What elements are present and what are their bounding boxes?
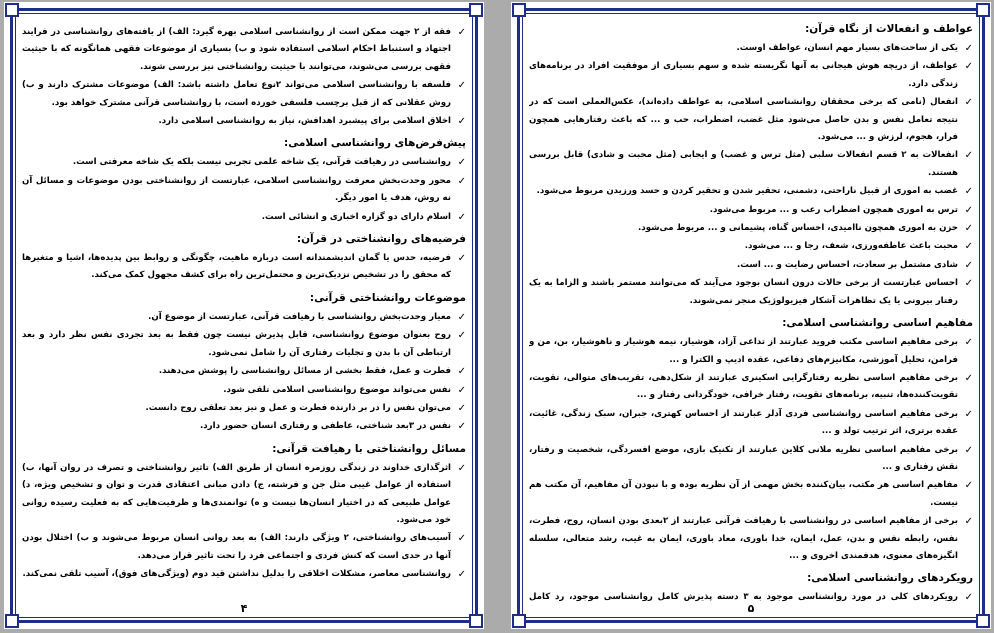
checkmark-icon: ✓ (964, 408, 973, 420)
section-heading: مفاهیم اساسی روانشناسی اسلامی: (782, 317, 973, 330)
bullet-list (529, 40, 973, 310)
list-item (529, 220, 973, 237)
list-item (529, 257, 973, 274)
list-item-text: محور وحدت‌بخش معرفت روانشناسی اسلامی، عبارتست از روانشناختی بودن موضوعات و مسائل آن نه روش، هدف یا امور دیگر. (22, 175, 451, 204)
checkmark-icon: ✓ (964, 61, 973, 73)
list-item-text: احساس عبارتست از برخی حالات درون انسان بوجود می‌آیند که می‌توانند مستمر باشند و الزاما به یک رفتار بیرونی یا یک تظاهرات آشکار فیزیولوژیک منجر نمی‌شوند. (529, 278, 958, 306)
list-item (22, 382, 466, 399)
section-heading: عواطف و انفعالات از نگاه قرآن: (805, 23, 973, 35)
list-item (22, 154, 466, 171)
checkmark-icon: ✓ (964, 186, 973, 198)
list-item (529, 238, 973, 255)
page-content (529, 22, 973, 603)
checkmark-icon: ✓ (964, 259, 973, 271)
bullet-list (22, 154, 466, 226)
checkmark-icon: ✓ (457, 402, 466, 414)
list-item-text: نفس در ۳بعد شناختی، عاطفی و رفتاری انسان حضور دارد. (200, 421, 451, 432)
section-heading: فرضیه‌های روانشناختی در قرآن: (296, 233, 466, 246)
bullet-list (22, 24, 466, 130)
checkmark-icon: ✓ (457, 175, 466, 187)
list-item (22, 530, 466, 565)
list-item (529, 94, 973, 146)
list-item-text: آسیب‌های روانشناختی، ۲ ویژگی دارند: الف) به بعد روانی انسان مربوط می‌شوند و ب) اختلال بودن آنها در حدی است که کنش فردی و اجتماعی فرد را تحت تاثیر قرار می‌دهد. (22, 533, 451, 561)
checkmark-icon: ✓ (964, 241, 973, 253)
checkmark-icon: ✓ (964, 97, 973, 109)
bullet-list (22, 309, 466, 436)
bullet-list (22, 460, 466, 584)
list-item-text: اخلاق اسلامی برای پیشبرد اهدافش، نیاز به روانشناسی اسلامی دارد. (158, 116, 451, 127)
section-heading: موضوعات روانشناختی قرآنی: (309, 291, 466, 304)
list-item-text: فقه از ۲ جهت ممکن است از روانشناسی اسلامی بهره گیرد: الف) از یافته‌های روانشناسی در فرایند اجتهاد و استنباط احکام اسلامی استفاده شود و ب) بسیاری از موضوعات فقهی همانگونه که با حیثیت فقهی بررسی می‌شوند، می‌توانند با حیثیت روانشناختی نیز بررسی شوند. (22, 27, 451, 72)
checkmark-icon: ✓ (457, 211, 466, 223)
list-item-text: عواطف، از دریچه هوش هیجانی به آنها نگریسته شده و سهم بسیاری از موفقیت افراد در برنامه‌های زندگی دارد. (529, 61, 958, 89)
checkmark-icon: ✓ (964, 516, 973, 528)
checkmark-icon: ✓ (964, 43, 973, 54)
list-item (22, 24, 466, 76)
section (22, 291, 466, 436)
section (22, 442, 466, 584)
list-item-text: محبت باعث عاطفه‌ورزی، شعف، رجا و ... می‌شود. (744, 241, 958, 252)
list-item (22, 460, 466, 530)
section (22, 24, 466, 130)
checkmark-icon: ✓ (457, 462, 466, 474)
list-item-text: فرضیه، حدس یا گمان اندیشمندانه است درباره ماهیت، چگونگی و روابط بین پدیده‌ها، اشیا و متغیرها که محقق را در تشخیص نزدیک‌ترین و محتمل‌ترین راه برای کشف مجهول کمک می‌کند. (22, 253, 451, 281)
checkmark-icon: ✓ (457, 27, 466, 38)
bullet-list (529, 589, 973, 603)
list-item (529, 334, 973, 369)
list-item (22, 209, 466, 226)
section (529, 22, 973, 310)
border-corner (512, 614, 526, 628)
bullet-list (22, 250, 466, 285)
border-corner (976, 614, 990, 628)
border-corner (5, 3, 19, 17)
list-item-text: شادی مشتمل بر سعادت، احساس رضایت و ... است. (737, 259, 958, 270)
checkmark-icon: ✓ (457, 311, 466, 323)
checkmark-icon: ✓ (964, 337, 973, 349)
list-item-text: حزن به اموری همچون ناامیدی، احساس گناه، پشیمانی و ... مربوط می‌شود. (638, 223, 958, 234)
list-item-text: روانشناسی معاصر، مشکلات اخلاقی را بدلیل نداشتن قید دوم (ویژگی‌های فوق)، آسیب تلقی نمی‌کند. (22, 569, 451, 580)
checkmark-icon: ✓ (964, 444, 973, 456)
page-number: ۴ (240, 602, 248, 615)
list-item (22, 173, 466, 208)
list-item (22, 363, 466, 380)
list-item-text: فطرت و عمل، فقط بخشی از مسائل روانشناسی را پوشش می‌دهند. (158, 366, 451, 377)
list-item-text: یکی از ساحت‌های بسیار مهم انسان، عواطف اوست. (736, 43, 958, 53)
page-number: ۵ (747, 602, 755, 615)
section-heading: پیش‌فرض‌های روانشناسی اسلامی: (284, 137, 466, 150)
list-item (529, 513, 973, 565)
section (22, 232, 466, 285)
checkmark-icon: ✓ (457, 330, 466, 342)
page-content (22, 24, 466, 603)
checkmark-icon: ✓ (457, 157, 466, 169)
list-item-text: فلسفه با روانشناسی اسلامی می‌تواند ۲نوع تعامل داشته باشد: الف) موضوعات مشترک دارند و ب) روش عقلانی که از قبل برچسب فلسفی خورده است، با روانشناسی قرآنی مشترک خواهد بود. (22, 80, 451, 108)
list-item-text: برخی مفاهیم اساسی نظریه ملانی کلاین عبارتند از تکنیک بازی، موضع افسردگی، شخصیت و رفتار، نقش رفتاری و ... (529, 444, 958, 472)
list-item (529, 147, 973, 182)
list-item-text: برخی از مفاهیم اساسی در روانشناسی با رهیافت قرآنی عبارتند از ۲بعدی بودن انسان، روح، فطرت، نفس، رابطه نفس و بدن، عمل، ایمان، خدا باوری، معاد باوری، ایمان به غیب، رشد متعالی، سلسله انگیزه‌های معنوی، هدفمندی اخروی و ... (529, 516, 958, 561)
bullet-list (529, 334, 973, 565)
list-item-text: برخی مفاهیم اساسی مکتب فروید عبارتند از تداعی آزاد، هوشیار، نیمه هوشیار و ناهوشیار، بن، من و فرامن، تحلیل آموزشی، مکانیزم‌های دفاعی، عقده ادیپ و الکترا و ... (529, 337, 958, 365)
list-item (529, 40, 973, 57)
list-item-text: می‌توان نفس را در بر دارنده فطرت و عمل و نیز بعد تعلقی روح دانست. (145, 402, 451, 413)
list-item (22, 400, 466, 417)
section-heading: رویکردهای روانشناسی اسلامی: (807, 572, 973, 585)
list-item-text: انفعالات به ۲ قسم انفعالات سلبی (مثل ترس و غضب) و ایجابی (مثل محبت و شادی) قابل بررسی هستند. (529, 150, 958, 178)
section-heading: مسائل روانشناختی با رهیافت قرآنی: (272, 442, 466, 455)
section (529, 571, 973, 603)
list-item-text: معیار وحدت‌بخش روانشناسی با رهیافت قرآنی، عبارتست از موضوع آن. (148, 311, 451, 322)
list-item (529, 202, 973, 219)
checkmark-icon: ✓ (964, 592, 973, 603)
page-right (511, 2, 991, 629)
list-item (529, 183, 973, 200)
list-item-text: غضب به اموری از قبیل ناراحتی، دشمنی، تحقیر شدن و تحقیر کردن و حسد ورزیدن مربوط می‌شود. (536, 186, 958, 197)
list-item-text: انفعال (نامی که برخی محققان روانشناسی اسلامی، به عواطف داده‌اند)، عکس‌العملی است که در نتیجه تعامل نفس و بدن حاصل می‌شود مثل غضب، اضطراب، حب و ... که باعث رفتارهایی همچون فرار، هجوم، لرزش و ... می‌شود. (529, 97, 958, 143)
checkmark-icon: ✓ (457, 80, 466, 92)
list-item (22, 418, 466, 435)
list-item (529, 370, 973, 405)
checkmark-icon: ✓ (457, 421, 466, 433)
list-item-text: اسلام دارای دو گزاره اخباری و انشائی است. (261, 211, 451, 222)
border-corner (469, 614, 483, 628)
border-corner (5, 614, 19, 628)
list-item-text: برخی مفاهیم اساسی روانشناسی فردی آدلر عبارتند از احساس کهتری، جبران، سبک زندگی، غائیت، عقده برتری، اثر ترتیب تولد و ... (529, 408, 958, 437)
list-item (529, 477, 973, 512)
border-corner (469, 3, 483, 17)
list-item-text: رویکردهای کلی در مورد روانشناسی موجود به ۳ دسته پذیرش کامل روانشناسی موجود، رد کامل (529, 592, 958, 603)
list-item-text: برخی مفاهیم اساسی نظریه رفتارگرایی اسکینری عبارتند از شکل‌دهی، تقریب‌های متوالی، تقویت، تقویت‌کننده‌ها، تنبیه، برنامه‌های تقویت، رفتار خرافی، خودگردانی رفتار و ... (529, 372, 958, 401)
list-item-text: اثرگذاری خداوند در زندگی روزمره انسان از طریق الف) تاثیر روانشناختی و تصرف در روان آنها، ب) استفاده از عوامل غیبی مثل جن و فرشته، ج) دادن مبانی اعتقادی قدرت و توان و تشخیص ویژه، د) عوامل طبیعی که در اختیار انسان‌ها نیست و ه) توانمندی‌ها و ظرفیت‌هایی که به فعلیت رسیده روانی خود می‌شود. (22, 462, 451, 525)
border-corner (976, 3, 990, 17)
list-item-text: نفس می‌تواند موضوع روانشناسی اسلامی تلقی شود. (223, 384, 451, 395)
list-item-text: روانشناسی در رهیافت قرآنی، یک شاخه علمی تجربی نیست بلکه یک شاخه معرفتی است. (72, 157, 451, 168)
list-item (22, 309, 466, 326)
list-item (22, 77, 466, 112)
checkmark-icon: ✓ (457, 116, 466, 128)
list-item (22, 113, 466, 130)
list-item (529, 275, 973, 310)
checkmark-icon: ✓ (457, 533, 466, 545)
checkmark-icon: ✓ (457, 253, 466, 265)
list-item-text: ترس به اموری همچون اضطراب رعب و ... مربوط می‌شود. (709, 204, 958, 215)
list-item (22, 327, 466, 362)
checkmark-icon: ✓ (964, 278, 973, 290)
checkmark-icon: ✓ (964, 480, 973, 492)
checkmark-icon: ✓ (457, 384, 466, 396)
list-item (22, 566, 466, 583)
checkmark-icon: ✓ (964, 204, 973, 216)
checkmark-icon: ✓ (457, 366, 466, 378)
list-item (22, 250, 466, 285)
section (22, 136, 466, 226)
list-item (529, 406, 973, 441)
checkmark-icon: ✓ (457, 569, 466, 581)
list-item (529, 442, 973, 477)
checkmark-icon: ✓ (964, 150, 973, 162)
list-item-text: روح بعنوان موضوع روانشناسی، قابل پذیرش نیست چون فقط به بعد تجردی نفس نظر دارد و بعد ارتباطی آن با بدن و تجلیات رفتاری آن را شامل نمی‌شود. (22, 330, 451, 358)
page-left (4, 2, 484, 629)
section (529, 316, 973, 565)
list-item (529, 58, 973, 93)
border-corner (512, 3, 526, 17)
list-item-text: مفاهیم اساسی هر مکتب، بیان‌کننده بخش مهمی از آن نظریه بوده و با نبودن آن مفاهیم، آن مکتب هم نیست. (529, 480, 958, 508)
checkmark-icon: ✓ (964, 372, 973, 384)
list-item (529, 589, 973, 603)
checkmark-icon: ✓ (964, 223, 973, 235)
